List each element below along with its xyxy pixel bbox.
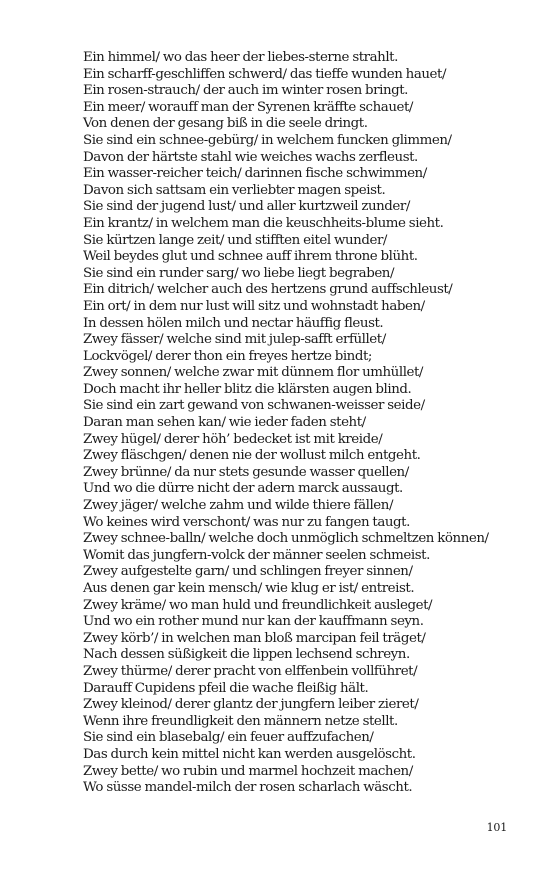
poem-line: Darauff Cupidens pfeil die wache fleißig hält. (83, 680, 369, 696)
poem-line: Zwey bette/ wo rubin und marmel hochzeit machen/ (83, 763, 413, 779)
poem-line: Das durch kein mittel nicht kan werden ausgelöscht. (83, 746, 416, 762)
poem-line: Sie sind ein schnee-gebürg/ in welchem funcken glimmen/ (83, 132, 452, 148)
poem-line: Sie sind ein blasebalg/ ein feuer auffzufachen/ (83, 730, 374, 746)
poem-line: Zwey kleinod/ derer glantz der jungfern leiber zieret/ (83, 697, 419, 713)
poem-line: Wo süsse mandel-milch der rosen scharlach wäscht. (83, 780, 413, 796)
poem-line: Ein scharff-geschliffen schwerd/ das tieffe wunden hauet/ (83, 66, 447, 82)
poem-line: Daran man sehen kan/ wie ieder faden steht/ (83, 415, 366, 431)
poem-line: Zwey sonnen/ welche zwar mit dünnem flor umhüllet/ (83, 365, 423, 381)
poem-line: Und wo die dürre nicht der adern marck aussaugt. (83, 481, 403, 497)
poem-line: Sie sind ein zart gewand von schwanen-weisser seide/ (83, 398, 425, 414)
poem-line: Davon sich sattsam ein verliebter magen speist. (83, 182, 386, 198)
poem-line: Zwey fässer/ welche sind mit julep-safft erfüllet/ (83, 332, 386, 348)
poem-line: Wenn ihre freundligkeit den männern netze stellt. (83, 713, 398, 729)
poem-line: Zwey aufgestelte garn/ und schlingen freyer sinnen/ (83, 564, 413, 580)
poem-text (83, 50, 523, 797)
poem-line: Womit das jungfern-volck der männer seelen schmeist. (83, 547, 430, 563)
poem-line: Und wo ein rother mund nur kan der kauffmann seyn. (83, 614, 424, 630)
poem-line: Nach dessen süßigkeit die lippen lechsend schreyn. (83, 647, 410, 663)
poem-line: Zwey schnee-balln/ welche doch unmöglich schmeltzen können/ (83, 531, 489, 547)
poem-line: Sie sind ein runder sarg/ wo liebe liegt begraben/ (83, 265, 395, 281)
poem-line: Zwey jäger/ welche zahm und wilde thiere fällen/ (83, 498, 394, 514)
poem-line: Zwey körb’/ in welchen man bloß marcipan feil träget/ (83, 630, 426, 646)
poem-line: Sie sind der jugend lust/ und aller kurtzweil zunder/ (83, 199, 410, 215)
poem-line: Ein meer/ worauff man der Syrenen kräffte schauet/ (83, 99, 413, 115)
poem-line: Lockvögel/ derer thon ein freyes hertze bindt; (83, 348, 372, 364)
poem-line: Weil beydes glut und schnee auff ihrem throne blüht. (83, 249, 418, 265)
poem-line: Zwey thürme/ derer pracht von elffenbein vollführet/ (83, 663, 418, 679)
poem-line: Zwey fläschgen/ denen nie der wollust milch entgeht. (83, 448, 421, 464)
poem-line: Zwey hügel/ derer höh’ bedecket ist mit kreide/ (83, 431, 383, 447)
poem-line: Ein krantz/ in welchem man die keuschheits-blume sieht. (83, 215, 444, 231)
poem-line: Aus denen gar kein mensch/ wie klug er ist/ entreist. (83, 581, 415, 596)
poem-line: Sie kürtzen lange zeit/ und stifften eitel wunder/ (83, 232, 387, 248)
poem-line: Ein rosen-strauch/ der auch im winter rosen bringt. (83, 83, 408, 99)
poem-line: Ein ort/ in dem nur lust will sitz und wohnstadt haben/ (83, 298, 425, 314)
poem-line: Zwey brünne/ da nur stets gesunde wasser quellen/ (83, 464, 409, 480)
poem-line: Wo keines wird verschont/ was nur zu fangen taugt. (83, 514, 410, 530)
poem-line: Ein himmel/ wo das heer der liebes-sterne strahlt. (83, 50, 398, 65)
poem-line: Ein wasser-reicher teich/ darinnen fische schwimmen/ (83, 166, 427, 182)
poem-line: Zwey kräme/ wo man huld und freundlichkeit ausleget/ (83, 597, 433, 613)
poem-line: In dessen hölen milch und nectar häuffig fleust. (83, 315, 384, 331)
poem-line: Davon der härtste stahl wie weiches wachs zerfleust. (83, 149, 418, 165)
poem-line: Von denen der gesang biß in die seele dringt. (83, 116, 368, 132)
poem-line: Doch macht ihr heller blitz die klärsten augen blind. (83, 381, 412, 397)
page-number: 101 (486, 821, 507, 834)
poem-line: Ein ditrich/ welcher auch des hertzens grund auffschleust/ (83, 282, 453, 298)
